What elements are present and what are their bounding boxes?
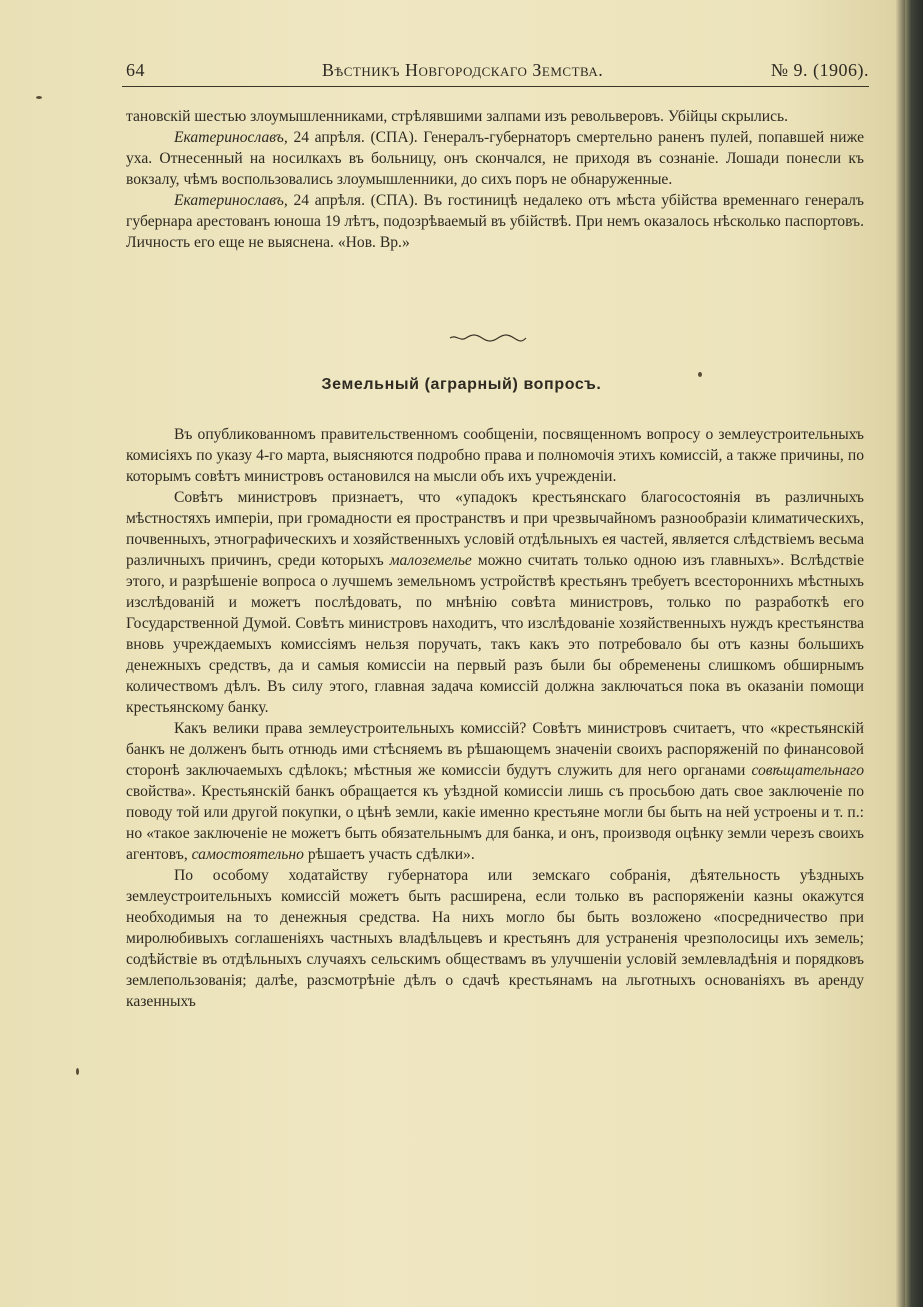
ornament-divider	[448, 330, 528, 344]
news-paragraph-2	[126, 127, 864, 190]
paper-speck	[36, 96, 42, 99]
news-block	[126, 106, 864, 253]
page-number: 64	[126, 60, 145, 80]
article-p3-emphasis-1: совѣщательнаго	[751, 762, 864, 779]
article-paragraph-4: По особому ходатайству губернатора или земскаго собранія, дѣятельность уѣздныхъ землеустроительныхъ комиссій можетъ быть расширена, если только въ распоряженіи казны окажутся необходимыя на то денежныя средства. На нихъ могло бы быть возложено «посредничество при миролюбивыхъ соглашеніяхъ частныхъ владѣльцевъ и крестьянъ для устраненія чрезполосицы ихъ земель; содѣйствіе въ отдѣльныхъ случаяхъ сельскимъ обществамъ въ улучшеніи условій землевладѣнія и порядковъ землепользованія; далѣе, разсмотрѣніе дѣлъ о сдачѣ крестьянамъ на льготныхъ основаніяхъ въ аренду казенныхъ	[126, 867, 864, 1010]
article-p3-part-c: рѣшаетъ участь сдѣлки».	[303, 846, 475, 863]
book-spine	[905, 0, 923, 1307]
article-paragraph-2	[126, 487, 864, 718]
news-place-2: Екатеринославъ,	[174, 192, 288, 209]
article-body	[126, 424, 864, 1012]
article-p2-emphasis: малоземелье	[389, 552, 472, 569]
article-paragraph-1: Въ опубликованномъ правительственномъ сообщеніи, посвященномъ вопросу о землеустроительныхъ комисіяхъ по указу 4-го марта, выясняются подробно права и полномочія этихъ комиссій, а также причины, по которымъ совѣтъ министровъ остановился на мысли объ ихъ учрежденіи.	[126, 426, 864, 485]
news-text-2: 24 апрѣля. (СПА). Въ гостиницѣ недалеко отъ мѣста убійства временнаго генералъ губернара арестованъ юноша 19 лѣтъ, подозрѣваемый въ убійствѣ. При немъ оказалось нѣсколько паспортовъ. Личность его еще не выяснена. «Нов. Вр.»	[126, 192, 864, 251]
paper-speck	[76, 1068, 79, 1075]
news-paragraph-3	[126, 190, 864, 253]
news-paragraph-1: тановскій шестью злоумышленниками, стрѣлявшими залпами изъ револьверовъ. Убійцы скрылись.	[126, 108, 789, 125]
article-p2-part-a: Совѣтъ министровъ признаетъ, что «упадокъ крестьянскаго благосостоянія въ различныхъ мѣстностяхъ имперіи, при громадности ея пространствъ и при чрезвычайномъ разнообразіи климатическихъ, почвенныхъ, этнографическихъ и хозяйственныхъ условій отдѣльныхъ ея частей, является слѣдствіемъ весьма различныхъ причинъ, среди которыхъ	[126, 489, 864, 569]
article-paragraph-3	[126, 718, 864, 865]
issue-number: № 9. (1906).	[770, 60, 869, 80]
news-place-1: Екатеринославъ,	[174, 129, 288, 146]
article-p3-part-b: свойства». Крестьянскій банкъ обращается къ уѣздной комиссіи лишь съ просьбою дать свое заключеніе по поводу той или другой покупки, о цѣнѣ земли, какіе именно крестьяне могли бы быть на ней устроены и т. п.: но «такое заключеніе не можетъ быть обязательнымъ для банка, и онъ, производя оцѣнку земли черезъ своихъ агентовъ,	[126, 783, 864, 863]
article-p3-emphasis-2: самостоятельно	[191, 846, 304, 863]
article-p2-part-b: можно считать только одною изъ главныхъ». Вслѣдствіе этого, и разрѣшеніе вопроса о лучшемъ земельномъ устройствѣ крестьянъ требуетъ всестороннихъ мѣстныхъ изслѣдованій и можетъ послѣдовать, по мнѣнію совѣта министровъ, только по разработкѣ его Государственной Думой. Совѣтъ министровъ находитъ, что изслѣдованіе хозяйственныхъ нуждъ крестьянства вновь учреждаемыхъ комиссіямъ нельзя поручать, такъ какъ это потребовало бы отъ казны большихъ денежныхъ средствъ, да и самыя комисcіи на первый разъ были бы обременены слишкомъ обширнымъ количествомъ дѣлъ. Въ силу этого, главная задача комиссій должна заключаться пока въ оказаніи помощи крестьянскому банку.	[126, 552, 864, 716]
page-header	[122, 58, 869, 87]
running-title: Вѣстникъ Новгородскаго Земства.	[322, 60, 604, 80]
section-title: Земельный (аграрный) вопросъ.	[321, 376, 602, 393]
paper-speck	[698, 372, 702, 377]
article-p3-part-a: Какъ велики права землеустроительныхъ комиссій? Совѣтъ министровъ считаетъ, что «крестьянскій банкъ не долженъ быть отнюдь ими стѣсняемъ въ рѣшающемъ значеніи своихъ распоряженій по финансовой сторонѣ заключаемыхъ сдѣлокъ; мѣстныя же комиссіи будутъ служить для него органами	[126, 720, 864, 779]
news-text-1: 24 апрѣля. (СПА). Генералъ-губернаторъ смертельно раненъ пулей, попавшей ниже уха. Отнесенный на носилкахъ въ больницу, онъ скончался, не приходя въ сознаніе. Лошади понесли къ вокзалу, чѣмъ воспользовались злоумышленники, до сихъ поръ не обнаруженные.	[126, 129, 864, 188]
